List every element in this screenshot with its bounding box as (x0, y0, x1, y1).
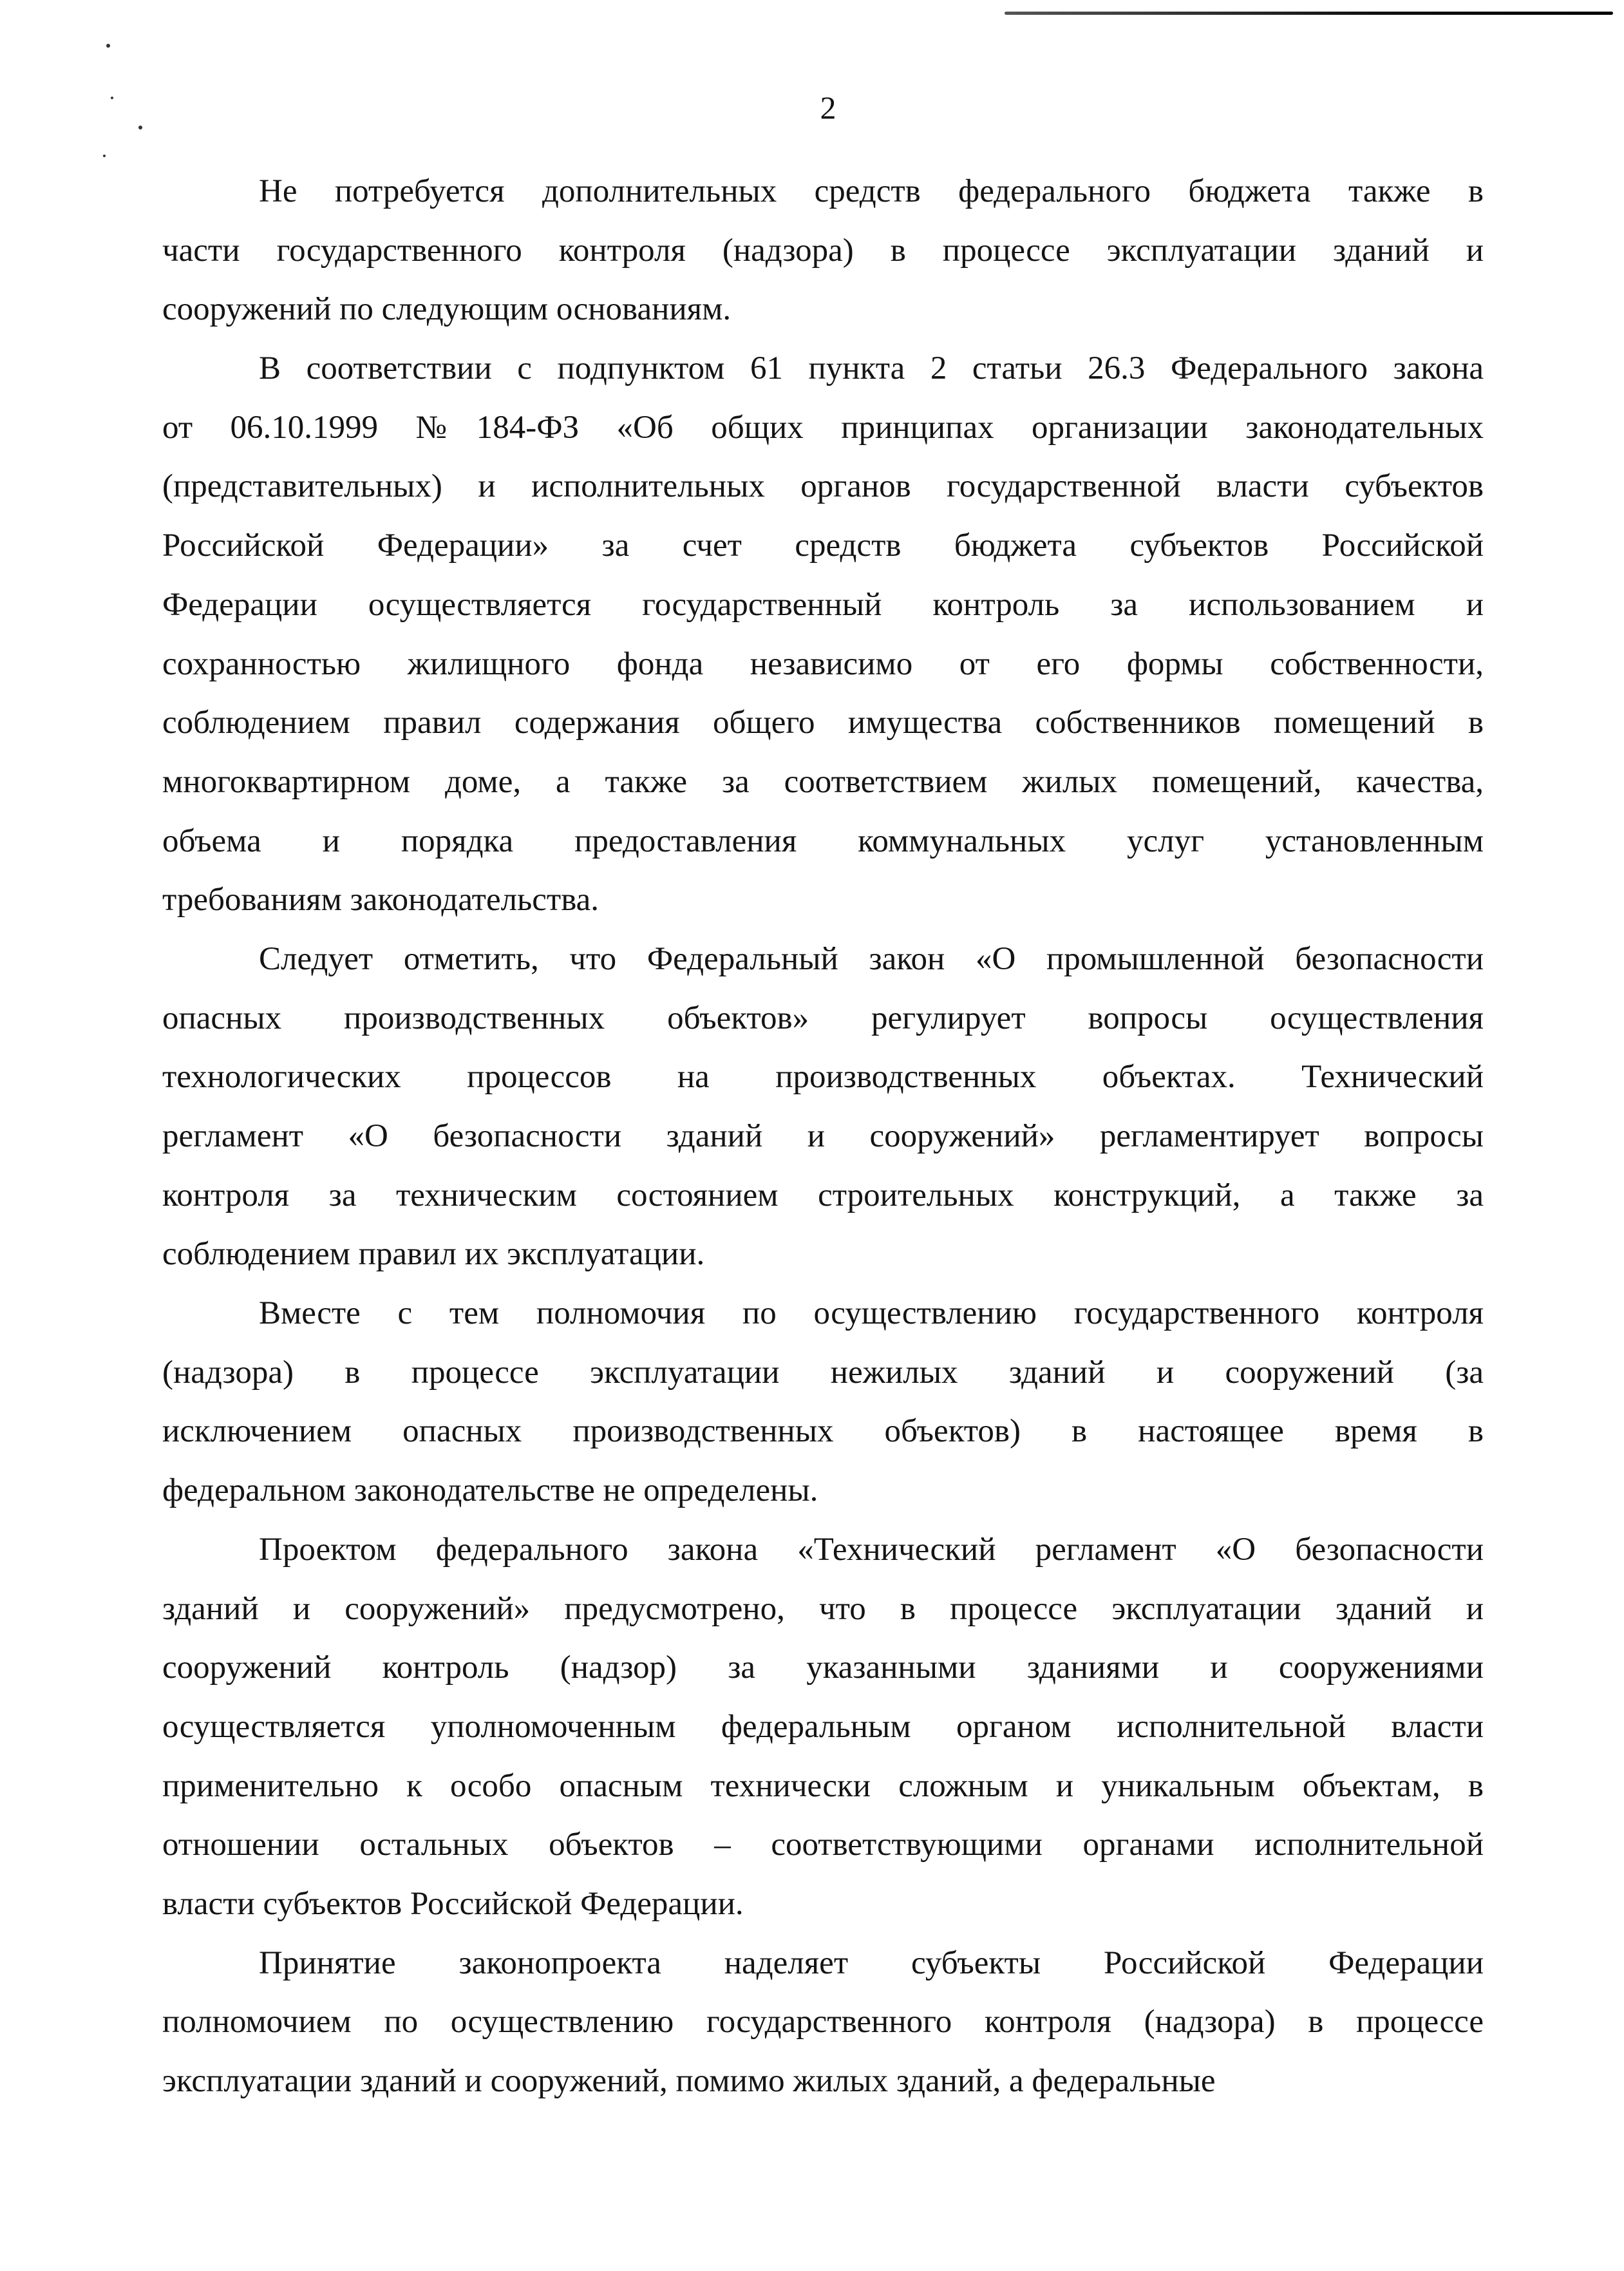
text-line: осуществляется уполномоченным федеральным органом исполнительной власти (162, 1708, 1484, 1745)
scan-edge-line (1005, 12, 1613, 15)
paragraph (162, 1934, 1484, 2111)
scan-speck (103, 155, 106, 157)
text-line: эксплуатации зданий и сооружений, помимо жилых зданий, а федеральные (162, 2063, 1216, 2099)
text-line: зданий и сооружений» предусмотрено, что в процессе эксплуатации зданий и (162, 1590, 1484, 1627)
text-line: Российской Федерации» за счет средств бюджета субъектов Российской (162, 527, 1484, 564)
text-line: соблюдением правил содержания общего имущества собственников помещений в (162, 705, 1484, 741)
scan-speck (106, 44, 110, 48)
text-line: опасных производственных объектов» регулирует вопросы осуществления (162, 1000, 1484, 1036)
document-body (162, 162, 1484, 2111)
text-line: полномочием по осуществлению государственного контроля (надзора) в процессе (162, 2004, 1484, 2040)
text-line: Следует отметить, что Федеральный закон «О промышленной безопасности (259, 940, 1484, 977)
text-line: Принятие законопроекта наделяет субъекты Российской Федерации (259, 1944, 1484, 1981)
paragraph (162, 930, 1484, 1284)
text-line: сохранностью жилищного фонда независимо от его формы собственности, (162, 645, 1484, 682)
text-line: Вместе с тем полномочия по осуществлению государственного контроля (259, 1295, 1484, 1332)
text-line: от 06.10.1999 №184-ФЗ «Об общих принципах организации законодательных (162, 409, 1484, 446)
text-line: (надзора) в процессе эксплуатации нежилых зданий и сооружений (за (162, 1354, 1484, 1391)
text-line: исключением опасных производственных объектов) в настоящее время в (162, 1413, 1484, 1450)
text-line: требованиям законодательства. (162, 882, 600, 918)
text-line: отношении остальных объектов – соответствующими органами исполнительной (162, 1827, 1484, 1863)
page-number: 2 (820, 90, 836, 126)
text-line: Проектом федерального закона «Технический регламент «О безопасности (259, 1531, 1484, 1568)
paragraph (162, 1521, 1484, 1934)
text-line: соблюдением правил их эксплуатации. (162, 1236, 705, 1273)
text-line: федеральном законодательстве не определены. (162, 1472, 818, 1509)
paragraph (162, 162, 1484, 339)
text-line: применительно к особо опасным технически сложным и уникальным объектам, в (162, 1767, 1484, 1804)
paragraph (162, 1284, 1484, 1521)
text-line: Не потребуется дополнительных средств федерального бюджета также в (259, 173, 1484, 209)
text-line: регламент «О безопасности зданий и сооружений» регламентирует вопросы (162, 1118, 1484, 1154)
text-line: технологических процессов на производственных объектах. Технический (162, 1059, 1484, 1096)
text-line: объема и порядка предоставления коммунальных услуг установленным (162, 822, 1484, 859)
text-line: контроля за техническим состоянием строительных конструкций, а также за (162, 1177, 1484, 1213)
text-line: сооружений контроль (надзор) за указанными зданиями и сооружениями (162, 1649, 1484, 1686)
text-line: сооружений по следующим основаниям. (162, 291, 732, 328)
text-line: власти субъектов Российской Федерации. (162, 1885, 744, 1922)
text-line: многоквартирном доме, а также за соответствием жилых помещений, качества, (162, 763, 1484, 800)
text-line: Федерации осуществляется государственный контроль за использованием и (162, 586, 1484, 623)
text-line: (представительных) и исполнительных органов государственной власти субъектов (162, 468, 1484, 505)
text-line: В соответствии с подпунктом 61 пункта 2 статьи 26.3 Федерального закона (259, 350, 1484, 387)
paragraph (162, 339, 1484, 930)
text-line: части государственного контроля (надзора) в процессе эксплуатации зданий и (162, 232, 1484, 269)
